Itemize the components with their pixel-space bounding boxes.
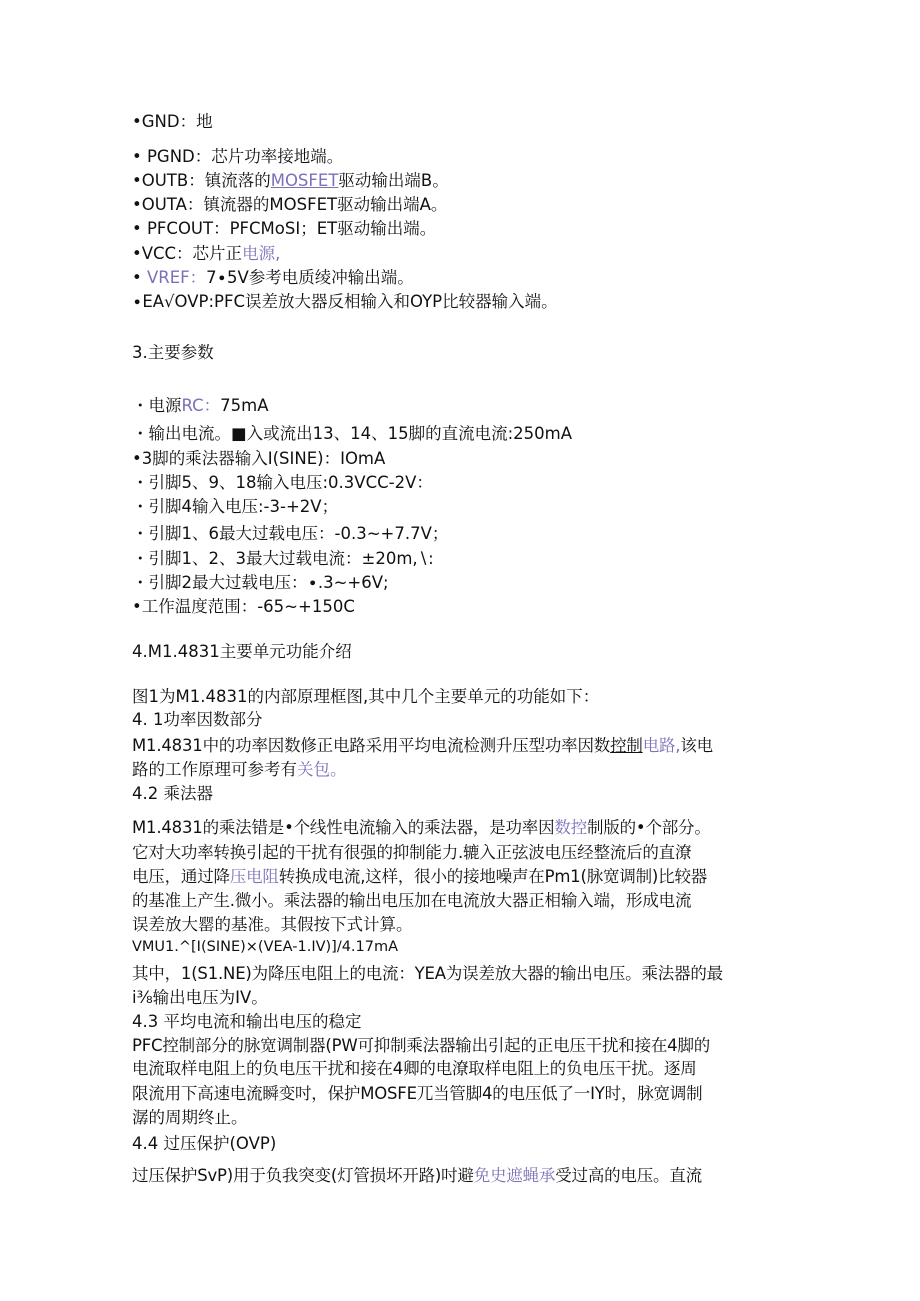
pin-vref: • VREF：7∙5V参考电质绫冲输出端。: [132, 268, 414, 287]
s42-line1: M1.4831的乘法错是•个线性电流输入的乘法器，是功率因数控制版的•个部分。: [132, 818, 711, 837]
s43-line2: 电流取样电阻上的负电压干扰和接在4卿的电潦取样电阻上的负电压干扰。逐周: [132, 1059, 697, 1078]
s43-line3: 限流用下高速电流瞬变吋，保护MOSFE兀当管脚4的电压低了一IY时，脉宽调制: [132, 1084, 703, 1103]
s43-title: 4.3 平均电流和输出电压的稳定: [132, 1012, 362, 1031]
digital-control-link[interactable]: 数控: [554, 818, 588, 837]
s41-line2: 路的工作原理可参考有关包。: [132, 760, 347, 779]
pin-outa: •OUTA：镇流器的MOSFET驱动输出端A。: [132, 195, 448, 214]
param-pin5918: ・引脚5、9、18输入电压:0.3VCC-2V：: [132, 473, 433, 492]
s42-line6: 其中，1(S1.NE)为降压电阻上的电流：YEA为误差放大器的输出电压。乘法器的最: [132, 964, 723, 983]
mosfet-link[interactable]: MOSFET: [270, 171, 339, 190]
s43-line4: 潺的周期终止。: [132, 1108, 248, 1127]
related-link[interactable]: 关包。: [297, 760, 347, 779]
pin-gnd: •GND：地: [132, 112, 213, 131]
s41-line1: M1.4831中的功率因数修正电路采用平均电流检测升压型功率因数控制电路,该电: [132, 736, 713, 755]
s44-title: 4.4 过压保护(OVP): [132, 1134, 277, 1153]
param-output-current: ・输出电流。■入或流出13、14、15脚的直流电流:250mA: [132, 424, 572, 443]
param-pin16: ・引脚1、6最大过载电压：-0.3~+7.7V；: [132, 524, 449, 543]
s42-line3: 电压，通过降压电阻转换成电流,这样，很小的接地噪声在Pm1(脉宽调制)比较器: [132, 867, 708, 886]
param-power: ・电源RC：75mA: [132, 396, 269, 415]
s41-title: 4. 1功率因数部分: [132, 710, 263, 729]
s42-line2: 它对大功率转换引起的干扰有很强的抑制能力.辘入正弦波电压经整流后的直潦: [132, 843, 692, 862]
s42-line5: 误差放大罂的基准。其假按下式计算。: [132, 915, 413, 934]
section4-heading: 4.M1.4831主要单元功能介绍: [132, 642, 352, 661]
s42-line4: 的基准上产生.微小。乘法器的输出电压加在电流放大器正相输入端，形成电流: [132, 891, 692, 910]
s42-title: 4.2 乘法器: [132, 784, 213, 803]
resistor-link[interactable]: 压电阻: [229, 867, 279, 886]
param-pin2: ・引脚2最大过载电压：∙.3~+6V;: [132, 573, 389, 592]
param-temp: •工作温度范围：-65~+150C: [132, 597, 355, 616]
pin-vcc: •VCC：芯片正电源,: [132, 244, 281, 263]
param-pin3: •3脚的乘法器输入I(SINE)：IOmA: [132, 449, 386, 468]
pin-ea: ∙EA√OVP:PFC误差放大器反相输入和OYP比较器输入端。: [132, 292, 558, 311]
pin-pgnd: • PGND：芯片功率接地端。: [132, 147, 344, 166]
rc-link[interactable]: RC：: [181, 396, 221, 415]
vref-link[interactable]: VREF：: [146, 268, 207, 287]
control-link[interactable]: 控制: [610, 736, 643, 755]
circuit-link[interactable]: 电路,: [642, 736, 681, 755]
s44-line1: 过压保护SvP)用于负我突变(灯管损坏开路)吋避免史遮蝇承受过高的电压。直流: [132, 1166, 702, 1185]
s43-line1: PFC控制部分的脉宽调制器(PW可抑制乘法器输出引起的正电压干扰和接在4脚的: [132, 1036, 711, 1055]
param-pin4: ・引脚4输入电压:-3-+2V；: [132, 497, 339, 516]
s42-line7: i⅜输出电压为IV。: [132, 988, 268, 1007]
formula: VMU1.^[I(SINE)×(VEA-1.IV)]/4.17mA: [132, 939, 399, 955]
avoid-link[interactable]: 免史遮蝇承: [473, 1166, 556, 1185]
section3-heading: 3.主要参数: [132, 343, 214, 362]
pin-outb: •OUTB：镇流落的MOSFET驱动输出端B。: [132, 171, 449, 190]
param-pin123: ・引脚1、2、3最大过载电流：±20m,∖:: [132, 549, 434, 568]
power-link[interactable]: 电源,: [242, 244, 281, 263]
section4-intro: 图1为M1.4831的内部原理框图,其中几个主要单元的功能如下：: [132, 687, 600, 706]
pin-pfcout: • PFCOUT：PFCMoSI；ET驱动输出端。: [132, 219, 437, 238]
